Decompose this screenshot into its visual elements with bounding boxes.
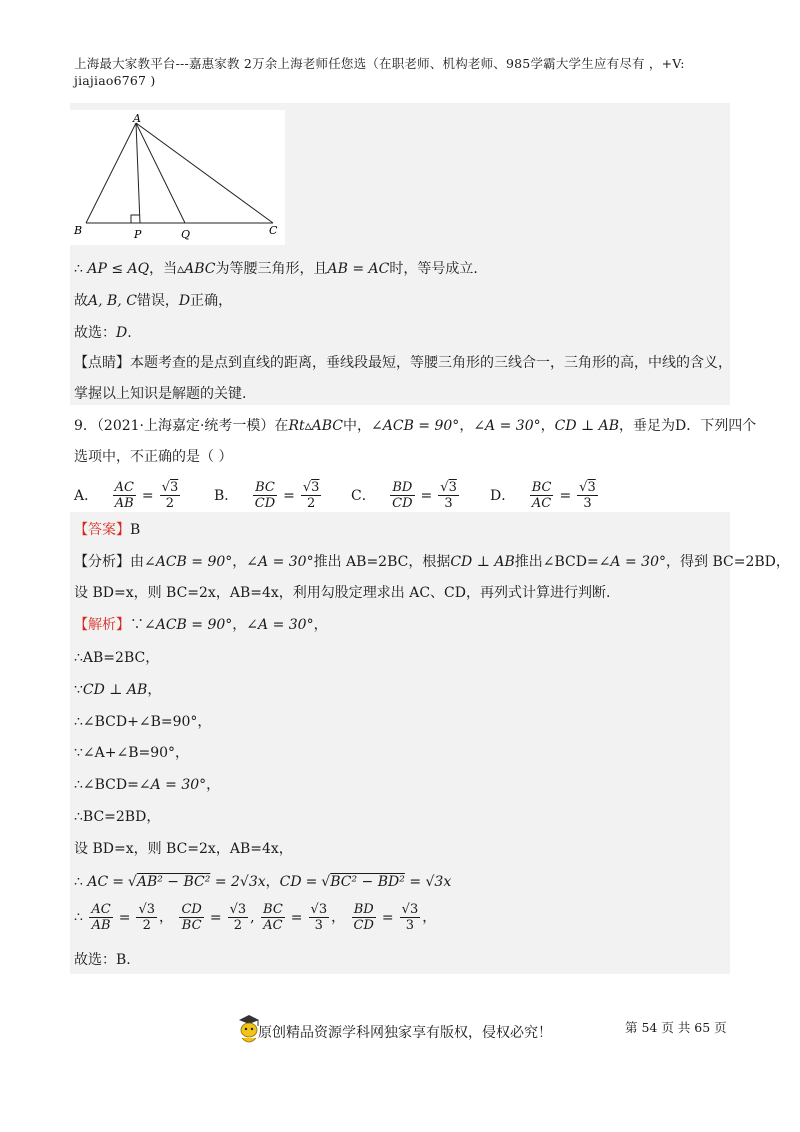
numerator: √3 — [138, 902, 156, 917]
mascot-eye-right — [251, 1028, 253, 1030]
math: D — [116, 325, 128, 341]
mascot-head — [241, 1023, 257, 1037]
jiexi-tag: 【解析】 — [74, 617, 130, 633]
text: ， — [147, 682, 162, 698]
equals: = — [559, 487, 572, 504]
radicand: AB² − BC² — [136, 874, 211, 890]
equals: = — [283, 487, 295, 504]
math: ∠A = 30° — [246, 617, 314, 633]
step-6: ∴BC=2BD， — [74, 809, 161, 825]
numerator: √3 — [579, 480, 596, 495]
math: ∠A = 30° — [598, 554, 666, 570]
q9-stem-line-1 — [74, 415, 756, 435]
text: . — [127, 325, 132, 341]
header-line-1: 上海最大家教平台---嘉惠家教 2万余上海老师任您选（在职老师、机构老师、985学霸大学生应有尽有 ，+V: — [74, 56, 685, 71]
math: D — [178, 293, 191, 309]
radicand: 3 — [587, 480, 596, 495]
sqrt: √AB² − BC² — [127, 874, 211, 890]
step-5 — [74, 774, 220, 794]
numerator: √3 — [302, 480, 320, 495]
text: ∵ — [74, 682, 83, 698]
step-10: 故选：B. — [74, 952, 131, 968]
denominator: AC — [531, 496, 552, 511]
equals: = — [209, 909, 222, 926]
label-a: A — [133, 112, 141, 125]
math: CD ⊥ AB — [554, 418, 620, 434]
option-d — [490, 480, 600, 511]
option-a — [74, 480, 182, 511]
fraction-rhs — [438, 480, 459, 511]
text: ， — [422, 909, 437, 926]
header-line-2: jiajiao6767 ) — [74, 73, 156, 88]
footer-copyright: 原创精品资源学科网独家享有版权，侵权必究！ — [258, 1025, 552, 1041]
text: 故 — [74, 293, 88, 309]
step-4: ∵∠A+∠B=90°， — [74, 745, 190, 761]
text: ，当 — [149, 261, 178, 277]
fraction — [352, 902, 376, 933]
text: ，垂足为D．下列四个 — [619, 418, 757, 434]
math: CD ⊥ AB — [450, 554, 515, 570]
fraction-rhs — [136, 902, 157, 933]
math: A, B, C — [88, 293, 137, 309]
denominator: 3 — [583, 496, 592, 511]
label-b: B — [74, 224, 83, 237]
equals: = — [420, 487, 433, 504]
page-number: 第 54 页 共 65 页 — [625, 1020, 727, 1035]
text: ∵ — [130, 617, 144, 633]
numerator: √3 — [401, 902, 419, 917]
numerator: √3 — [310, 902, 328, 917]
label-p: P — [134, 228, 142, 241]
radicand: 3 — [169, 480, 179, 495]
fraction-rhs — [228, 902, 249, 933]
mascot-eye-left — [245, 1028, 247, 1030]
option-letter: B． — [214, 487, 239, 504]
numerator: AC — [114, 480, 134, 495]
math: CD ⊥ AB — [82, 682, 148, 698]
answer-value: B — [130, 522, 141, 538]
denominator: AB — [91, 918, 111, 933]
text: ∴∠BCD= — [74, 777, 139, 793]
text: ， — [232, 554, 247, 570]
numerator: BD — [352, 902, 376, 918]
text: 故选： — [74, 325, 116, 341]
fraction — [530, 480, 554, 511]
fraction-rhs — [160, 480, 181, 511]
equals: = — [112, 874, 124, 890]
radicand: 3 — [448, 480, 457, 495]
step-2 — [74, 679, 161, 699]
radicand: BC² − BD² — [330, 874, 405, 890]
numerator: BC — [263, 902, 283, 917]
step-8 — [74, 871, 451, 891]
denominator: 3 — [444, 496, 453, 511]
jiexi-line — [74, 614, 328, 634]
text: ， — [206, 777, 221, 793]
numerator: BD — [390, 480, 414, 496]
numerator: BC — [253, 480, 277, 496]
sol8-comment-1: 【点睛】本题考查的是点到直线的距离，垂线段最短，等腰三角形的三线合一，三角形的高，中线的含义， — [74, 355, 732, 371]
denominator: 2 — [165, 496, 175, 511]
equals: = — [290, 909, 303, 926]
math: = 2√3x — [214, 874, 266, 890]
math: ∠A = 30° — [473, 418, 541, 434]
denominator: 2 — [307, 496, 316, 511]
step-1: ∴AB=2BC， — [74, 650, 160, 666]
text: 为等腰三角形，且 — [215, 261, 328, 277]
numerator: BC — [531, 480, 552, 495]
page-header — [74, 55, 730, 89]
analysis-line-2: 设 BD=x，则 BC=2x，AB=4x，利用勾股定理求出 AC、CD，再列式计算进行判断. — [74, 585, 611, 601]
text: 时，等号成立. — [389, 261, 478, 277]
denominator: 3 — [314, 918, 323, 933]
denominator: AC — [263, 918, 283, 933]
fraction-rhs — [577, 480, 598, 511]
text: ， — [459, 418, 474, 434]
label-c: C — [269, 224, 278, 237]
text: ∴ — [74, 909, 83, 926]
fraction — [390, 480, 414, 511]
math: ∠A = 30° — [138, 777, 207, 793]
denominator: BC — [181, 918, 202, 933]
fraction-rhs — [309, 902, 330, 933]
text: 中， — [343, 418, 372, 434]
math: ∠ACB = 90° — [144, 554, 233, 570]
numerator: AC — [91, 902, 111, 917]
option-letter: A． — [74, 487, 99, 504]
option-c — [351, 480, 461, 511]
numerator: √3 — [161, 480, 179, 495]
q9-stem-line-2: 选项中，不正确的是（ ） — [74, 449, 233, 465]
denominator: AB — [114, 496, 134, 511]
answer-line — [74, 519, 140, 539]
text: ∴ — [74, 874, 88, 890]
denominator: 2 — [142, 918, 151, 933]
text: ， — [331, 909, 346, 926]
text: 推出 AB=2BC，根据 — [313, 554, 451, 570]
denominator: 3 — [405, 918, 415, 933]
fraction — [261, 902, 285, 933]
text: ∴ — [74, 261, 88, 277]
math: ∠ACB = 90° — [144, 617, 233, 633]
fraction-rhs — [400, 902, 421, 933]
option-b — [214, 480, 323, 511]
text: 9．（2021·上海嘉定·统考一模）在 — [74, 418, 289, 434]
text: 由 — [130, 554, 144, 570]
option-letter: D． — [490, 487, 516, 504]
text: ， — [232, 617, 247, 633]
equals: = — [381, 909, 394, 926]
text: ，得到 BC=2BD， — [666, 554, 790, 570]
option-letter: C． — [351, 487, 376, 504]
sol8-line-3 — [74, 322, 132, 342]
denominator: 2 — [233, 918, 242, 933]
text: ， — [159, 909, 174, 926]
sqrt: √BC² − BD² — [321, 874, 405, 890]
math: ∠ACB = 90° — [371, 418, 460, 434]
math: ∠A = 30° — [246, 554, 314, 570]
fraction — [253, 480, 277, 511]
equals: = — [305, 874, 318, 890]
denominator: CD — [353, 918, 374, 933]
text: ， — [540, 418, 555, 434]
radicand: 3 — [311, 480, 320, 495]
text: ， — [313, 617, 328, 633]
equals: = — [141, 487, 154, 504]
sol8-line-1 — [74, 258, 478, 278]
text: 错误， — [136, 293, 179, 309]
analysis-tag: 【分析】 — [74, 554, 130, 570]
answer-tag: 【答案】 — [74, 522, 130, 538]
analysis-line-1 — [74, 551, 790, 571]
text: 推出∠BCD= — [514, 554, 599, 570]
math: CD — [279, 874, 302, 890]
equals: = — [118, 909, 131, 926]
math: = √3x — [409, 874, 452, 890]
fraction-rhs — [301, 480, 322, 511]
numerator: √3 — [229, 902, 247, 917]
math: AC — [87, 874, 109, 890]
label-q: Q — [181, 228, 191, 241]
numerator: √3 — [440, 480, 457, 495]
text: ， — [265, 874, 280, 890]
sol8-comment-2: 掌握以上知识是解题的关键. — [74, 386, 247, 402]
mascot-body — [242, 1038, 256, 1042]
fraction — [113, 480, 136, 511]
sol8-line-2 — [74, 290, 232, 310]
triangle-figure — [70, 110, 285, 245]
math: AB = AC — [327, 261, 390, 277]
step-3: ∴∠BCD+∠B=90°， — [74, 714, 212, 730]
math: Rt▵ABC — [288, 418, 344, 434]
numerator: CD — [181, 902, 202, 917]
figure-background — [70, 110, 285, 245]
denominator: CD — [254, 496, 276, 511]
math: ▵ABC — [177, 261, 216, 277]
text: , — [250, 909, 255, 926]
math: AP ≤ AQ — [87, 261, 150, 277]
step-7: 设 BD=x，则 BC=2x，AB=4x， — [74, 841, 293, 857]
fraction — [89, 902, 112, 933]
denominator: CD — [392, 496, 413, 511]
fraction — [179, 902, 203, 933]
text: 正确， — [190, 293, 233, 309]
step-9 — [74, 902, 436, 933]
